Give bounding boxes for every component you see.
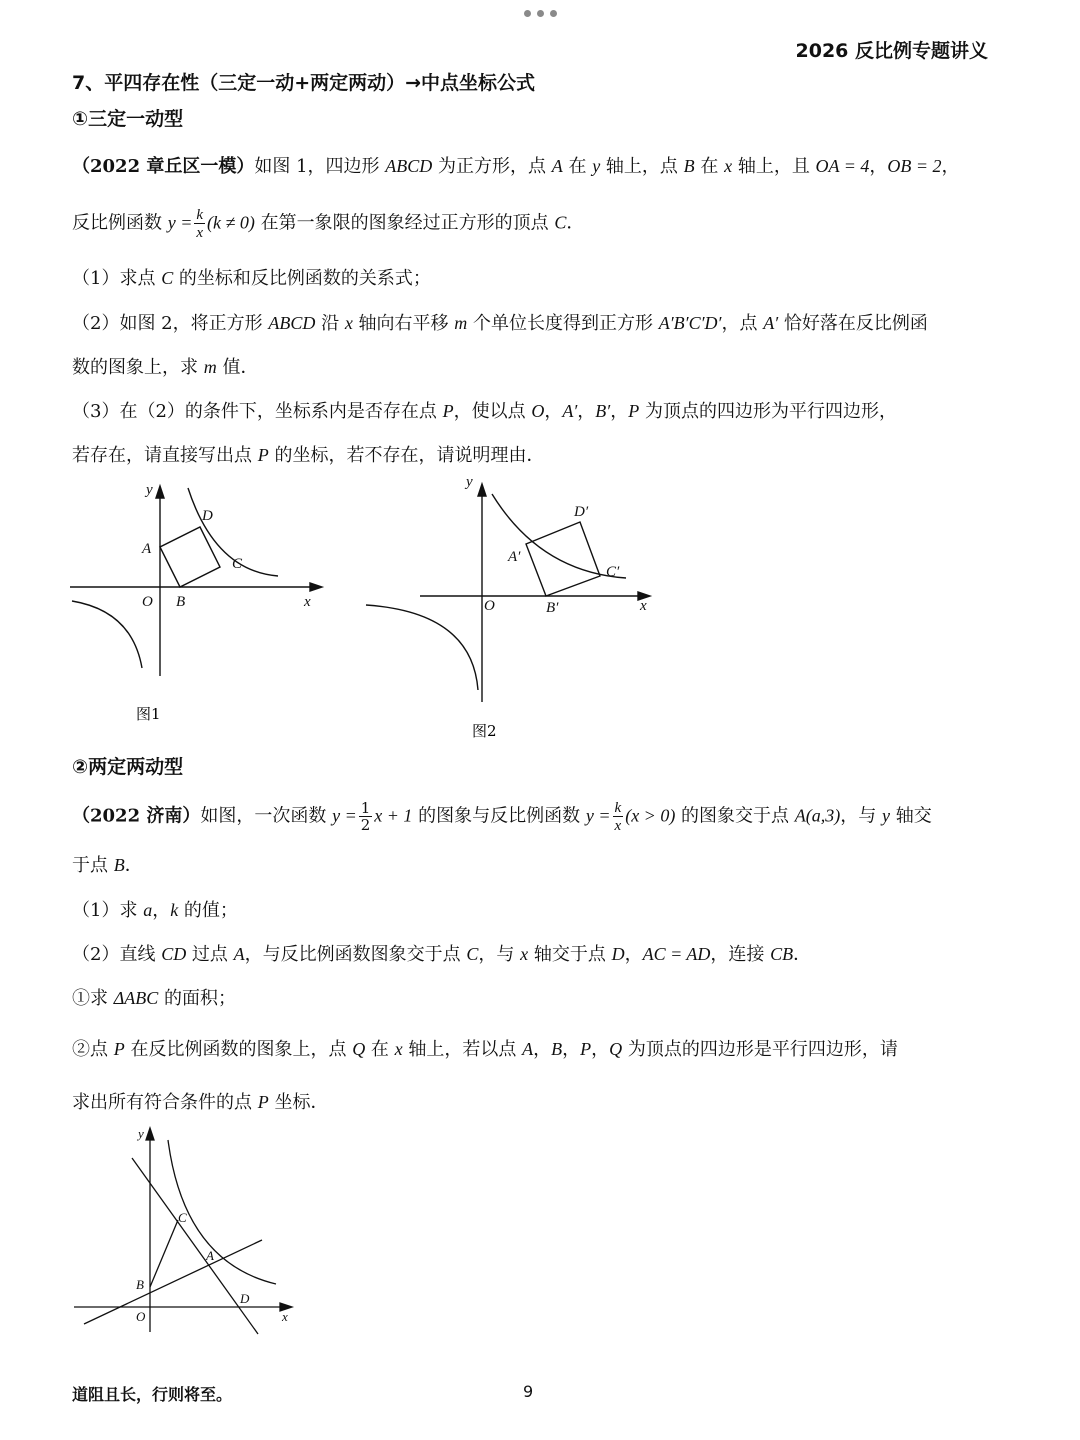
math: B xyxy=(551,1039,563,1059)
part2-source: （2022 济南） xyxy=(72,805,201,827)
math: y = xyxy=(332,805,357,826)
part2-title: ②两定两动型 xyxy=(72,756,184,778)
math: ABCD xyxy=(268,313,316,333)
point-a-prime-label: A′ xyxy=(508,549,521,565)
math: 1 xyxy=(360,799,371,817)
math: CD xyxy=(161,944,187,964)
part2-subquestion2-line1 xyxy=(72,1035,1008,1064)
math: C xyxy=(161,268,174,288)
math: x xyxy=(614,818,622,834)
text: 的坐标和反比例函数的关系式； xyxy=(173,268,431,289)
text: 轴向右平移 xyxy=(352,313,455,334)
part2-subquestion1 xyxy=(72,984,1008,1013)
text: 反比例函数 xyxy=(72,212,168,234)
x-label: x xyxy=(304,594,311,610)
text: 恰好落在反比例函 xyxy=(778,313,928,334)
math: y = xyxy=(585,805,611,826)
math: x xyxy=(196,225,204,241)
text: ， xyxy=(869,156,888,177)
x-label: x xyxy=(282,1309,288,1324)
part1-question3-line2 xyxy=(72,441,1008,470)
math: C xyxy=(466,944,479,964)
math: P xyxy=(257,1092,269,1112)
y-axis-arrow xyxy=(146,1128,154,1140)
math: O xyxy=(531,401,545,421)
square-abcd-prime xyxy=(526,522,600,596)
text: （1）求点 xyxy=(72,268,162,289)
part1-intro-line2 xyxy=(72,206,1008,241)
text: ， xyxy=(577,401,596,422)
math: 2 xyxy=(360,816,371,834)
point-c-prime-label: C′ xyxy=(606,564,620,580)
point-b-label: B xyxy=(176,594,186,610)
math: B′ xyxy=(595,401,611,421)
math: D xyxy=(611,944,625,964)
origin-label: O xyxy=(484,598,495,614)
text: 轴交 xyxy=(890,805,932,827)
fraction xyxy=(613,799,624,834)
x-axis-arrow xyxy=(310,583,322,591)
text: ， xyxy=(562,1039,581,1060)
text: ． xyxy=(793,944,812,965)
hyperbola-branch-3 xyxy=(366,605,478,690)
math: m xyxy=(454,313,468,333)
math: OB = 2 xyxy=(887,156,942,176)
point-d-label: D xyxy=(202,508,213,524)
math: m xyxy=(203,357,217,377)
y-axis-arrow xyxy=(156,486,164,498)
math: P xyxy=(580,1039,592,1059)
figure-2-caption: 图2 xyxy=(472,722,497,740)
math: A′B′C′D′ xyxy=(658,313,722,333)
text: ， xyxy=(591,1039,610,1060)
text: 为顶点的四边形为平行四边形， xyxy=(639,401,897,422)
math: P xyxy=(113,1039,125,1059)
page-number: 9 xyxy=(523,1382,534,1401)
math: AC = AD xyxy=(642,944,711,964)
part1-intro-line1 xyxy=(72,152,1008,181)
point-b-prime-label: B′ xyxy=(546,600,559,616)
point-a-label: A xyxy=(142,541,152,557)
math: k xyxy=(614,800,622,816)
part2-intro-line2 xyxy=(72,851,1008,880)
part2-question2 xyxy=(72,940,1008,969)
text: 沿 xyxy=(315,313,345,334)
text: 过点 xyxy=(186,944,234,965)
y-label: y xyxy=(138,1126,144,1141)
header-title: 2026 反比例专题讲义 xyxy=(795,40,988,62)
math: P xyxy=(257,445,269,465)
text: 为正方形，点 xyxy=(432,156,552,177)
math: Q xyxy=(352,1039,366,1059)
figure-2 xyxy=(360,472,660,744)
x-label: x xyxy=(640,598,647,614)
dot xyxy=(550,10,557,17)
math: A xyxy=(551,156,563,176)
text: 坐标． xyxy=(268,1092,329,1113)
text: ②点 xyxy=(72,1039,114,1060)
math: ΔABC xyxy=(113,988,159,1008)
text: 如图 1，四边形 xyxy=(254,156,386,177)
point-a-label: A xyxy=(206,1248,214,1263)
part1-question2-line1 xyxy=(72,309,1008,338)
math: C xyxy=(554,212,567,233)
text: 的值； xyxy=(178,900,238,921)
figure-1-caption: 图1 xyxy=(136,705,161,723)
math: y = xyxy=(167,212,193,233)
text: 值． xyxy=(216,357,259,378)
math: y xyxy=(592,156,601,176)
math: a xyxy=(143,900,153,920)
part1-question3-line1 xyxy=(72,397,1008,426)
text: 的坐标，若不存在，请说明理由． xyxy=(268,445,545,466)
math: x + 1 xyxy=(374,805,413,826)
section-title: 7、平四存在性（三定一动+两定两动）→中点坐标公式 xyxy=(72,72,536,94)
math: B xyxy=(683,156,695,176)
text: （2）如图 2，将正方形 xyxy=(72,313,269,334)
math: P xyxy=(628,401,640,421)
footer-motto: 道阻且长，行则将至。 xyxy=(72,1385,233,1404)
math: y xyxy=(882,805,890,826)
text: ，与反比例函数图象交于点 xyxy=(244,944,467,965)
text: 轴交于点 xyxy=(528,944,612,965)
text: 个单位长度得到正方形 xyxy=(467,313,659,334)
part1-source: （2022 章丘区一模） xyxy=(72,156,255,177)
point-c-label: C xyxy=(178,1210,187,1225)
text: ． xyxy=(124,855,143,876)
point-d-label: D xyxy=(240,1291,250,1306)
text: 在 xyxy=(562,156,593,177)
math: A′ xyxy=(763,313,779,333)
y-axis-arrow xyxy=(478,484,486,496)
text: 的图象与反比例函数 xyxy=(412,805,586,827)
math: Q xyxy=(609,1039,623,1059)
math: A xyxy=(522,1039,534,1059)
text: ． xyxy=(566,212,585,234)
text: 若存在，请直接写出点 xyxy=(72,445,258,466)
hyperbola-branch-3 xyxy=(72,601,142,668)
y-label: y xyxy=(466,474,473,490)
origin-label: O xyxy=(142,594,153,610)
text: 在 xyxy=(694,156,725,177)
text: 在第一象限的图象经过正方形的顶点 xyxy=(254,212,555,234)
text: ①求 xyxy=(72,988,114,1009)
fraction xyxy=(359,800,373,833)
text: 在反比例函数的图象上，点 xyxy=(124,1039,353,1060)
text: 的图象交于点 xyxy=(675,805,795,827)
math: x xyxy=(394,1039,403,1059)
text: 轴上，且 xyxy=(732,156,816,177)
text: ， xyxy=(152,900,171,921)
text: ， xyxy=(533,1039,552,1060)
text: ， xyxy=(941,156,960,177)
text: ，使以点 xyxy=(453,401,532,422)
origin-label: O xyxy=(136,1309,146,1324)
text: 的面积； xyxy=(158,988,237,1009)
text: 如图，一次函数 xyxy=(200,805,333,827)
text: 数的图象上，求 xyxy=(72,357,204,378)
y-label: y xyxy=(146,482,153,498)
point-c-label: C xyxy=(232,556,243,572)
segment-cb xyxy=(150,1220,178,1287)
line-ab xyxy=(84,1240,262,1324)
text: ， xyxy=(544,401,563,422)
math: (k ≠ 0) xyxy=(207,212,255,233)
part1-title: ①三定一动型 xyxy=(72,108,184,130)
figure-1 xyxy=(60,476,350,736)
text: （2）直线 xyxy=(72,944,162,965)
math: A xyxy=(233,944,245,964)
math: OA = 4 xyxy=(815,156,870,176)
math: P xyxy=(442,401,454,421)
dot xyxy=(524,10,531,17)
text: ， xyxy=(610,401,629,422)
text: 求出所有符合条件的点 xyxy=(72,1092,258,1113)
math: k xyxy=(170,900,179,920)
text: ， xyxy=(624,944,643,965)
fraction xyxy=(194,206,205,241)
math: k xyxy=(196,207,204,223)
math: A(a,3) xyxy=(794,805,841,826)
text: 于点 xyxy=(72,855,114,876)
point-d-prime-label: D′ xyxy=(574,504,589,520)
text: （1）求 xyxy=(72,900,144,921)
part2-question1 xyxy=(72,896,1008,925)
dot xyxy=(537,10,544,17)
math: (x > 0) xyxy=(625,805,676,826)
part2-subquestion2-line2 xyxy=(72,1088,1008,1117)
part2-intro-line1 xyxy=(72,799,1008,834)
math: x xyxy=(724,156,733,176)
math: CB xyxy=(770,944,794,964)
math: A′ xyxy=(562,401,578,421)
text: 为顶点的四边形是平行四边形，请 xyxy=(622,1039,898,1060)
math: B xyxy=(113,855,125,875)
text: （3）在（2）的条件下，坐标系内是否存在点 xyxy=(72,401,443,422)
part1-question1 xyxy=(72,264,1008,293)
math: x xyxy=(520,944,529,964)
text: ，点 xyxy=(721,313,764,334)
math: ABCD xyxy=(385,156,433,176)
math: x xyxy=(344,313,353,333)
text: 轴上，若以点 xyxy=(402,1039,523,1060)
point-b-label: B xyxy=(136,1277,144,1292)
text: 在 xyxy=(365,1039,395,1060)
text: ，与 xyxy=(840,805,882,827)
more-options-icon[interactable] xyxy=(514,6,566,20)
text: ，连接 xyxy=(710,944,771,965)
text: 轴上，点 xyxy=(600,156,684,177)
figure-3 xyxy=(68,1122,308,1342)
part1-question2-line2 xyxy=(72,353,1008,382)
text: ，与 xyxy=(478,944,521,965)
